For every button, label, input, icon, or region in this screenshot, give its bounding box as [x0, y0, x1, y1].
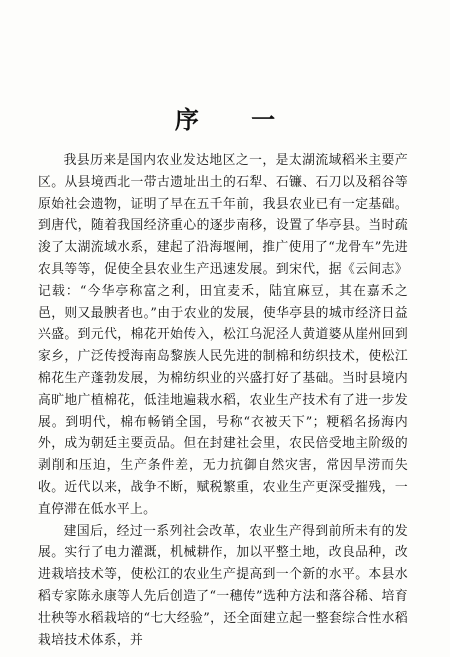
- body-text: [38, 150, 408, 651]
- paragraph-1: 我县历来是国内农业发达地区之一，是太湖流域稻米主要产区。从县境西北一带古遗址出土的石犁、石镰、石刀以及稻谷等原始社会遗物，证明了早在五千年前，我县农业已有一定基础。到唐代，随着我国经济重心的逐步南移，设置了华亭县。当时疏浚了太湖流域水系，建起了沿海堰闸，推广使用了“龙骨车”先进农具等等，促使全县农业生产迅速发展。到宋代，据《云间志》记载：“今华亭称富之利，田宜麦禾，陆宜麻豆，其在嘉禾之邑，则又最腴者也。”由于农业的发展，使华亭县的城市经济日益兴盛。到元代，棉花开始传入，松江乌泥泾人黄道婆从崖州回到家乡，广泛传授海南岛黎族人民先进的制棉和纺织技术，使松江棉花生产蓬勃发展，为棉纺织业的兴盛打好了基础。当时县境内高旷地广植棉花，低洼地遍栽水稻，农业生产技术有了进一步发展。到明代，棉布畅销全国，号称“衣被天下”；粳稻名扬海内外，成为朝廷主要贡品。但在封建社会里，农民倍受地主阶级的剥削和压迫，生产条件差，无力抗御自然灾害，常因旱涝而失收。近代以来，战争不断，赋税繁重，农业生产更深受摧残，一直停滞在低水平上。: [38, 153, 408, 517]
- paragraph-2: 建国后，经过一系列社会改革，农业生产得到前所未有的发展。实行了电力灌溉，机械耕作，加以平整土地，改良品种，改进栽培技术等，使松江的农业生产提高到一个新的水平。本县水稻专家陈永康等人先后创造了“一穗传”选种方法和落谷稀、培育壮秧等水稻栽培的“七大经验”，还全面建立起一整套综合性水稻栽培技术体系，并: [38, 523, 408, 648]
- page-title: 序 一: [174, 105, 298, 134]
